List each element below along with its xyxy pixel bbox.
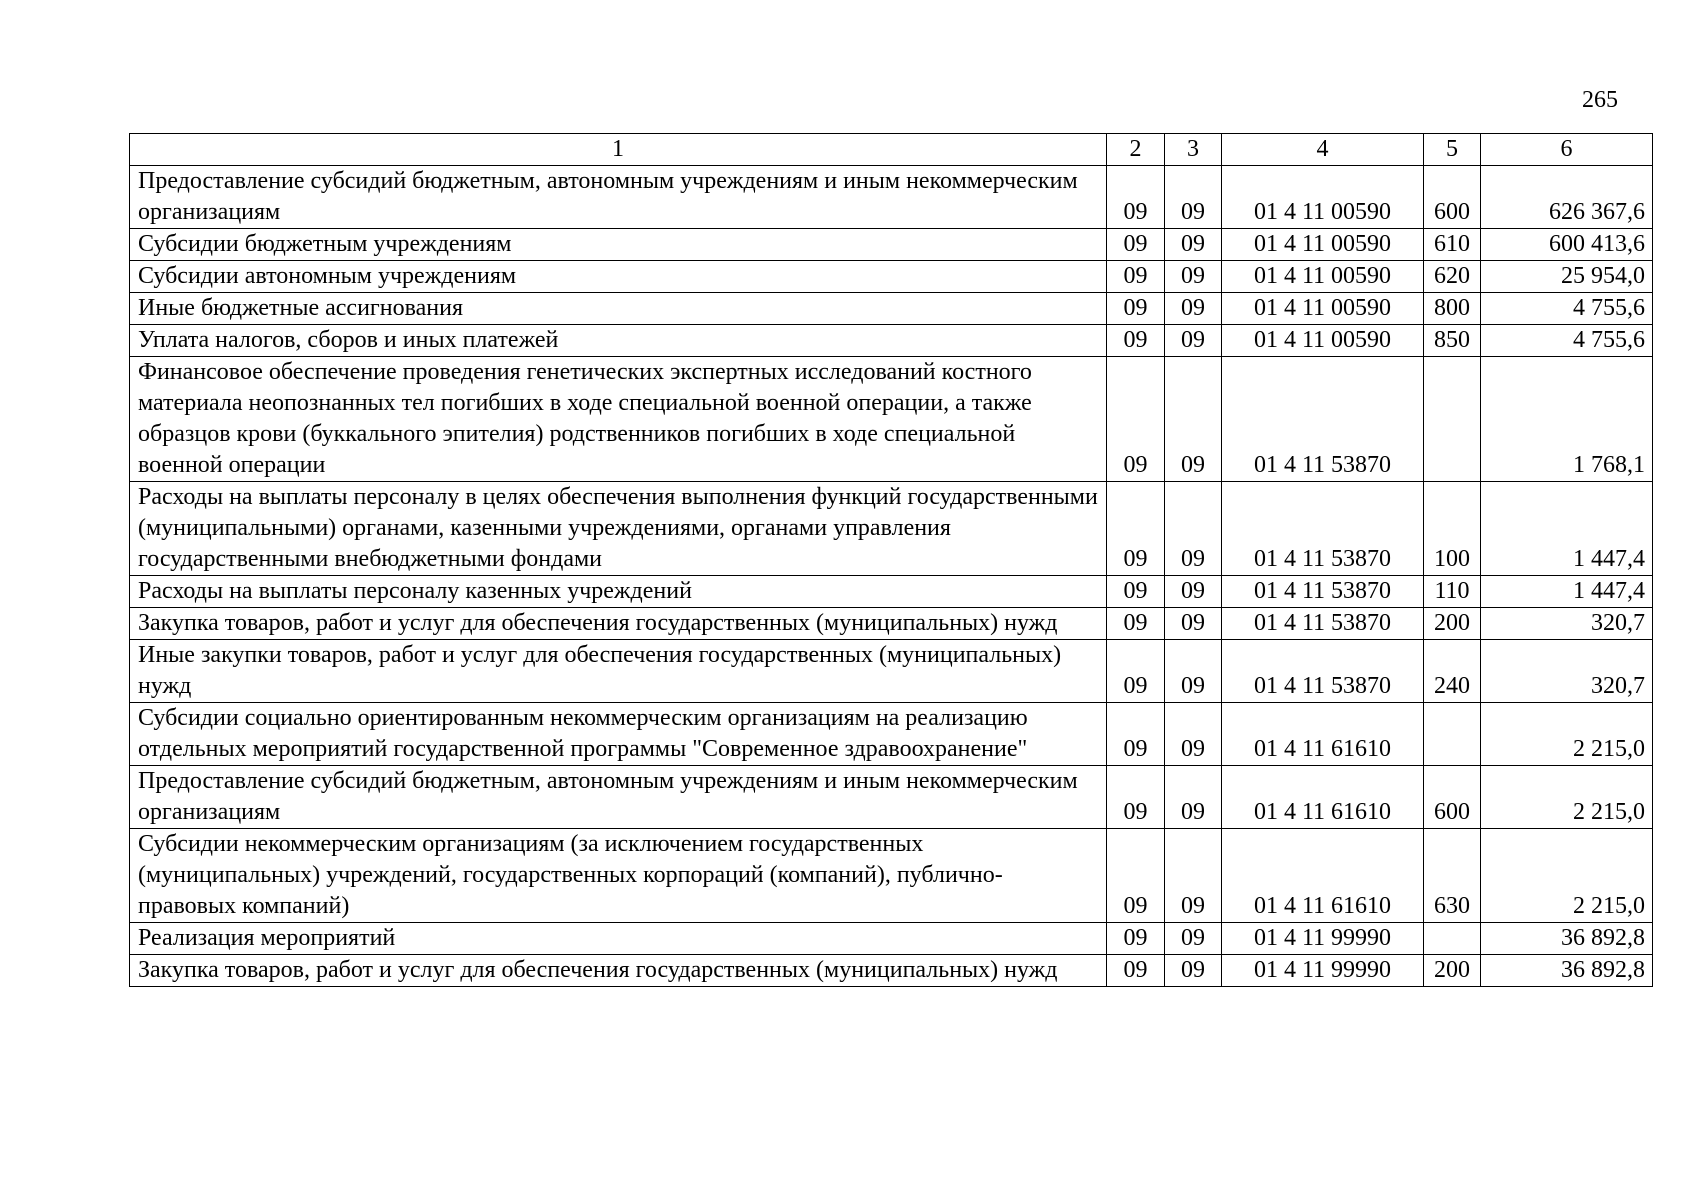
row-expense-type bbox=[1424, 923, 1481, 955]
table-row bbox=[130, 703, 1653, 766]
row-name: Предоставление субсидий бюджетным, автономным учреждениям и иным некоммерческим организациям bbox=[130, 166, 1107, 229]
row-target-code: 01 4 11 53870 bbox=[1222, 482, 1424, 576]
row-name: Субсидии автономным учреждениям bbox=[130, 261, 1107, 293]
row-expense-type bbox=[1424, 703, 1481, 766]
row-subsection: 09 bbox=[1165, 229, 1222, 261]
column-header-3: 3 bbox=[1165, 134, 1222, 166]
row-target-code: 01 4 11 53870 bbox=[1222, 640, 1424, 703]
row-target-code: 01 4 11 53870 bbox=[1222, 357, 1424, 482]
row-subsection: 09 bbox=[1165, 576, 1222, 608]
table-row bbox=[130, 325, 1653, 357]
row-subsection: 09 bbox=[1165, 640, 1222, 703]
row-name: Субсидии бюджетным учреждениям bbox=[130, 229, 1107, 261]
row-name: Субсидии некоммерческим организациям (за исключением государственных (муниципальных) учреждений, государственных корпораций (компаний), публично-правовых компаний) bbox=[130, 829, 1107, 923]
row-amount: 2 215,0 bbox=[1481, 829, 1653, 923]
row-name: Закупка товаров, работ и услуг для обеспечения государственных (муниципальных) нужд bbox=[130, 955, 1107, 987]
row-section: 09 bbox=[1107, 261, 1165, 293]
row-expense-type: 600 bbox=[1424, 766, 1481, 829]
column-header-6: 6 bbox=[1481, 134, 1653, 166]
row-subsection: 09 bbox=[1165, 608, 1222, 640]
table-body bbox=[130, 166, 1653, 987]
row-target-code: 01 4 11 00590 bbox=[1222, 325, 1424, 357]
table-row bbox=[130, 955, 1653, 987]
row-target-code: 01 4 11 99990 bbox=[1222, 923, 1424, 955]
row-amount: 626 367,6 bbox=[1481, 166, 1653, 229]
row-amount: 4 755,6 bbox=[1481, 325, 1653, 357]
row-section: 09 bbox=[1107, 576, 1165, 608]
row-expense-type: 110 bbox=[1424, 576, 1481, 608]
row-section: 09 bbox=[1107, 955, 1165, 987]
row-name: Уплата налогов, сборов и иных платежей bbox=[130, 325, 1107, 357]
table-row bbox=[130, 640, 1653, 703]
row-amount: 320,7 bbox=[1481, 640, 1653, 703]
row-subsection: 09 bbox=[1165, 829, 1222, 923]
row-amount: 2 215,0 bbox=[1481, 766, 1653, 829]
table-row bbox=[130, 357, 1653, 482]
row-section: 09 bbox=[1107, 923, 1165, 955]
budget-table bbox=[129, 133, 1653, 987]
row-amount: 4 755,6 bbox=[1481, 293, 1653, 325]
row-subsection: 09 bbox=[1165, 166, 1222, 229]
row-target-code: 01 4 11 53870 bbox=[1222, 608, 1424, 640]
row-name: Иные закупки товаров, работ и услуг для обеспечения государственных (муниципальных) нужд bbox=[130, 640, 1107, 703]
row-section: 09 bbox=[1107, 166, 1165, 229]
row-expense-type: 800 bbox=[1424, 293, 1481, 325]
row-subsection: 09 bbox=[1165, 293, 1222, 325]
row-subsection: 09 bbox=[1165, 482, 1222, 576]
table-row bbox=[130, 608, 1653, 640]
row-expense-type: 100 bbox=[1424, 482, 1481, 576]
row-subsection: 09 bbox=[1165, 261, 1222, 293]
column-header-4: 4 bbox=[1222, 134, 1424, 166]
row-subsection: 09 bbox=[1165, 923, 1222, 955]
row-name: Субсидии социально ориентированным некоммерческим организациям на реализацию отдельных мероприятий государственной программы "Современное здравоохранение" bbox=[130, 703, 1107, 766]
row-name: Финансовое обеспечение проведения генетических экспертных исследований костного материала неопознанных тел погибших в ходе специальной военной операции, а также образцов крови (буккального эпителия) родственников погибших в ходе специальной военной операции bbox=[130, 357, 1107, 482]
row-expense-type: 620 bbox=[1424, 261, 1481, 293]
table-row bbox=[130, 923, 1653, 955]
column-header-2: 2 bbox=[1107, 134, 1165, 166]
table-row bbox=[130, 261, 1653, 293]
table-row bbox=[130, 229, 1653, 261]
row-amount: 25 954,0 bbox=[1481, 261, 1653, 293]
row-target-code: 01 4 11 61610 bbox=[1222, 829, 1424, 923]
row-subsection: 09 bbox=[1165, 357, 1222, 482]
row-subsection: 09 bbox=[1165, 766, 1222, 829]
row-section: 09 bbox=[1107, 703, 1165, 766]
page-number: 265 bbox=[1582, 87, 1618, 113]
row-amount: 2 215,0 bbox=[1481, 703, 1653, 766]
row-section: 09 bbox=[1107, 766, 1165, 829]
row-target-code: 01 4 11 00590 bbox=[1222, 229, 1424, 261]
row-subsection: 09 bbox=[1165, 955, 1222, 987]
row-expense-type: 240 bbox=[1424, 640, 1481, 703]
header-row bbox=[130, 134, 1653, 166]
row-target-code: 01 4 11 00590 bbox=[1222, 293, 1424, 325]
row-target-code: 01 4 11 53870 bbox=[1222, 576, 1424, 608]
row-target-code: 01 4 11 61610 bbox=[1222, 766, 1424, 829]
row-section: 09 bbox=[1107, 325, 1165, 357]
row-amount: 1 768,1 bbox=[1481, 357, 1653, 482]
row-target-code: 01 4 11 00590 bbox=[1222, 166, 1424, 229]
row-name: Расходы на выплаты персоналу казенных учреждений bbox=[130, 576, 1107, 608]
row-name: Иные бюджетные ассигнования bbox=[130, 293, 1107, 325]
row-section: 09 bbox=[1107, 608, 1165, 640]
row-amount: 320,7 bbox=[1481, 608, 1653, 640]
row-name: Расходы на выплаты персоналу в целях обеспечения выполнения функций государственными (муниципальными) органами, казенными учреждениями, органами управления государственными внебюджетными фондами bbox=[130, 482, 1107, 576]
table-row bbox=[130, 482, 1653, 576]
row-section: 09 bbox=[1107, 229, 1165, 261]
row-amount: 1 447,4 bbox=[1481, 576, 1653, 608]
row-expense-type: 610 bbox=[1424, 229, 1481, 261]
table-row bbox=[130, 829, 1653, 923]
row-name: Закупка товаров, работ и услуг для обеспечения государственных (муниципальных) нужд bbox=[130, 608, 1107, 640]
row-section: 09 bbox=[1107, 293, 1165, 325]
row-expense-type: 200 bbox=[1424, 608, 1481, 640]
row-name: Реализация мероприятий bbox=[130, 923, 1107, 955]
row-section: 09 bbox=[1107, 482, 1165, 576]
row-amount: 36 892,8 bbox=[1481, 955, 1653, 987]
row-target-code: 01 4 11 00590 bbox=[1222, 261, 1424, 293]
row-expense-type bbox=[1424, 357, 1481, 482]
table-row bbox=[130, 766, 1653, 829]
row-target-code: 01 4 11 99990 bbox=[1222, 955, 1424, 987]
row-amount: 36 892,8 bbox=[1481, 923, 1653, 955]
row-section: 09 bbox=[1107, 640, 1165, 703]
row-amount: 1 447,4 bbox=[1481, 482, 1653, 576]
row-expense-type: 630 bbox=[1424, 829, 1481, 923]
row-expense-type: 850 bbox=[1424, 325, 1481, 357]
row-amount: 600 413,6 bbox=[1481, 229, 1653, 261]
column-header-5: 5 bbox=[1424, 134, 1481, 166]
column-header-1: 1 bbox=[130, 134, 1107, 166]
row-section: 09 bbox=[1107, 357, 1165, 482]
row-section: 09 bbox=[1107, 829, 1165, 923]
row-target-code: 01 4 11 61610 bbox=[1222, 703, 1424, 766]
row-subsection: 09 bbox=[1165, 703, 1222, 766]
table-row bbox=[130, 576, 1653, 608]
row-expense-type: 200 bbox=[1424, 955, 1481, 987]
table-row bbox=[130, 166, 1653, 229]
row-subsection: 09 bbox=[1165, 325, 1222, 357]
row-name: Предоставление субсидий бюджетным, автономным учреждениям и иным некоммерческим организациям bbox=[130, 766, 1107, 829]
row-expense-type: 600 bbox=[1424, 166, 1481, 229]
table-row bbox=[130, 293, 1653, 325]
